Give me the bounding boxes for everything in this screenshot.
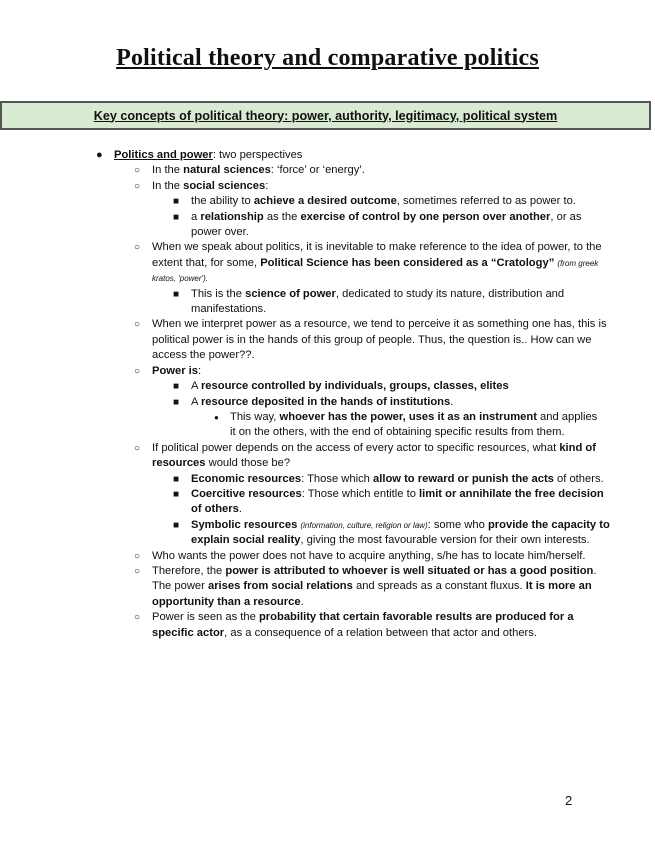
text-segment: In the	[152, 179, 184, 192]
list-item	[134, 240, 612, 286]
list-item	[173, 395, 611, 410]
bullet-icon: ○	[134, 365, 141, 377]
text-segment: : two perspectives	[212, 149, 303, 161]
text-segment: , sometimes referred to as power to.	[396, 195, 576, 208]
bullet-icon: ■	[173, 196, 180, 208]
list-item	[173, 194, 611, 209]
text-segment: Economic resources	[191, 472, 302, 485]
bullet-icon: ■	[173, 519, 180, 531]
text-segment: .	[450, 395, 454, 408]
text-segment: the ability to	[191, 195, 254, 208]
text-segment: (from greek kratos, 'power').	[152, 258, 599, 284]
text-segment: When we interpret power as a resource, we tend to perceive it as something one has, this is political power is in the hands of this group of people. Thus, the question is.. How can we access the power??.	[152, 318, 607, 362]
text-segment: Who wants the power does not have to acquire anything, s/he has to locate him/herself.	[152, 549, 586, 562]
list-item	[214, 410, 600, 441]
text-segment: In the	[152, 164, 184, 177]
text-segment: provide the capacity to explain social reality	[191, 518, 610, 547]
text-segment: When we speak about politics, it is inevitable to make reference to the idea of power, to the extent that, for some,	[152, 241, 602, 269]
text-segment: resource controlled by individuals, groups, classes, elites	[200, 380, 509, 393]
text-segment: :	[265, 179, 269, 192]
bullet-icon: ■	[173, 488, 180, 500]
text-segment: achieve a desired outcome	[253, 195, 397, 208]
text-segment: If political power depends on the access of every actor to specific resources, what	[152, 441, 560, 454]
list-item	[134, 179, 612, 194]
list-item	[134, 610, 612, 641]
text-segment: It is more an opportunity than a resource	[152, 580, 592, 608]
list-item	[173, 487, 611, 518]
text-segment: : Those which	[301, 472, 373, 485]
bullet-icon: ■	[173, 473, 180, 485]
text-segment: (information, culture, religion or law)	[300, 520, 428, 530]
text-segment: limit or annihilate the free decision of others	[191, 487, 604, 516]
bullet-icon: ●	[214, 412, 219, 422]
bullet-icon: ○	[134, 565, 141, 577]
text-segment: as the	[263, 210, 301, 223]
list-item	[173, 210, 611, 241]
text-segment: science of power	[245, 287, 336, 300]
section-heading	[0, 101, 651, 130]
text-segment: Politics and power	[114, 149, 213, 161]
text-segment: : ‘force’ or ‘energy’.	[270, 164, 365, 177]
list-item	[134, 364, 612, 379]
text-segment: would those be?	[205, 457, 291, 470]
text-segment: , dedicated to study its nature, distribution and manifestations.	[191, 287, 565, 316]
text-segment: probability that certain favorable results are produced for a specific actor	[152, 611, 574, 639]
list-item	[173, 287, 611, 318]
bullet-icon: ○	[134, 165, 141, 177]
list-item	[96, 148, 614, 163]
text-segment: exercise of control by one person over another	[300, 210, 551, 223]
text-segment: kind of resources	[152, 441, 596, 470]
bullet-icon: ○	[134, 180, 141, 192]
bullet-icon: ■	[173, 288, 180, 300]
bullet-icon: ■	[173, 396, 180, 408]
bullet-icon: ●	[96, 149, 103, 161]
text-segment: .	[300, 595, 304, 608]
text-segment: relationship	[200, 210, 264, 223]
text-segment: Power is	[152, 364, 199, 377]
section-heading-text: Key concepts of political theory: power, authority, legitimacy, political system	[93, 108, 558, 123]
bullet-icon: ■	[173, 211, 180, 223]
page-number: 2	[565, 793, 573, 808]
bullet-icon: ○	[134, 442, 141, 454]
text-segment: Therefore, the	[152, 564, 226, 577]
text-segment: and spreads as a constant fluxus.	[352, 580, 526, 593]
list-item	[134, 564, 612, 610]
text-segment: : Those which entitle to	[301, 487, 420, 500]
text-segment: Symbolic resources	[191, 518, 298, 531]
text-segment: This way,	[230, 410, 280, 423]
text-segment: A	[191, 380, 201, 393]
text-segment: . The power	[152, 564, 597, 593]
list-item	[134, 441, 612, 472]
text-segment: and applies it on the others, with the end of obtaining specific results from them.	[230, 410, 598, 439]
text-segment: , or as power over.	[191, 210, 582, 239]
text-segment: , as a consequence of a relation between that actor and others.	[224, 626, 537, 639]
text-segment: of others.	[553, 472, 604, 485]
text-segment: A	[191, 395, 201, 408]
list-item	[173, 518, 611, 549]
text-segment: resource deposited in the hands of institutions	[200, 395, 451, 408]
text-segment: : some who	[427, 518, 488, 531]
text-segment: Political Science has been considered as a “Cratology”	[260, 256, 555, 269]
text-segment: :	[198, 364, 202, 377]
text-segment: This is the	[191, 287, 246, 300]
bullet-icon: ○	[134, 242, 141, 254]
page-title: Political theory and comparative politics	[116, 45, 539, 71]
bullet-list	[0, 148, 655, 641]
text-segment: a	[191, 210, 201, 223]
list-item	[134, 163, 612, 178]
text-segment: allow to reward or punish the acts	[373, 472, 554, 485]
text-segment: power is attributed to whoever is well situated or has a good position	[225, 564, 594, 577]
text-segment: Power is seen as the	[152, 611, 259, 624]
list-item	[134, 549, 612, 564]
bullet-icon: ○	[134, 612, 141, 624]
text-segment: arises from social relations	[207, 580, 353, 593]
bullet-icon: ○	[134, 550, 141, 562]
text-segment: whoever has the power, uses it as an instrument	[279, 410, 537, 423]
text-segment: Coercitive resources	[191, 487, 302, 500]
list-item	[173, 472, 611, 487]
list-item	[173, 379, 611, 394]
text-segment: , giving the most favourable version for their own interests.	[300, 534, 590, 547]
bullet-icon: ○	[134, 319, 141, 331]
text-segment: social sciences	[183, 179, 266, 192]
bullet-icon: ■	[173, 381, 180, 393]
text-segment: natural sciences	[183, 164, 271, 177]
list-item	[134, 317, 612, 363]
text-segment: .	[238, 503, 242, 516]
